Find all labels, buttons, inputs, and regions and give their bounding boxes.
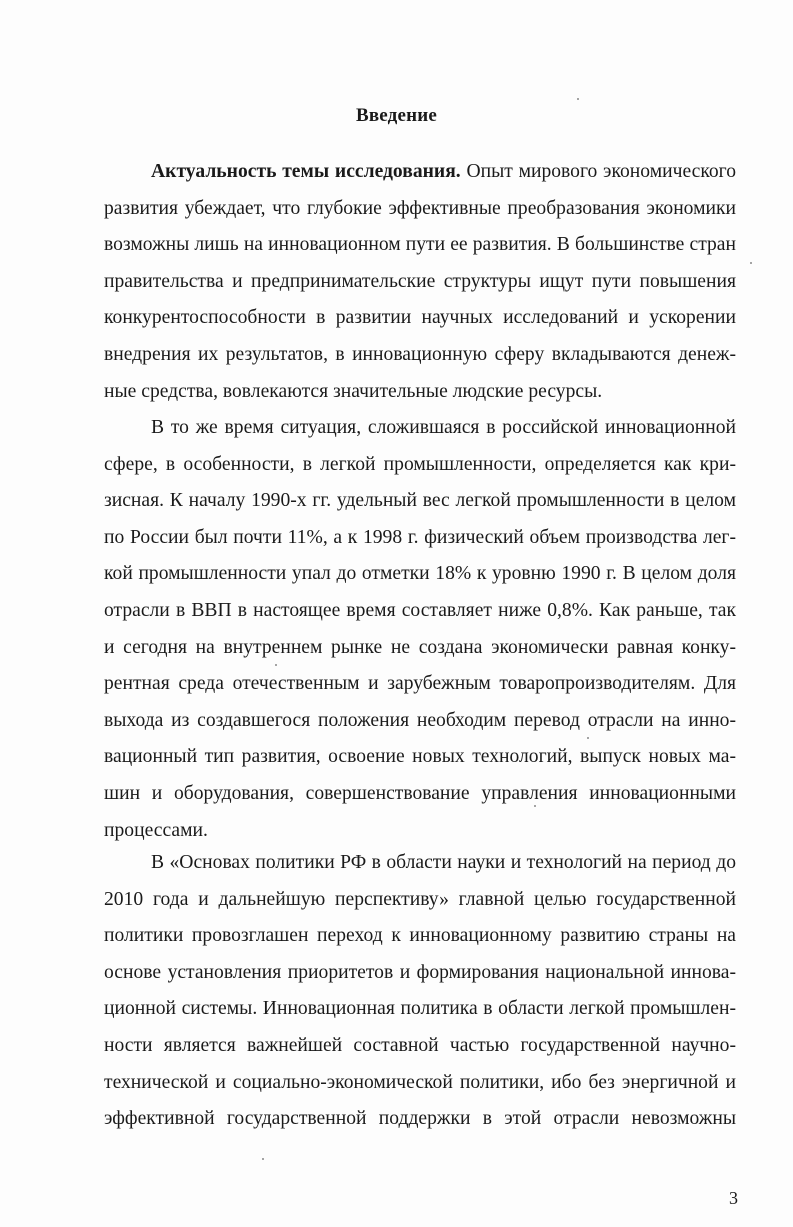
bold-lead-text: Актуальность темы исследования. xyxy=(151,161,461,182)
paragraph-line: процессами. xyxy=(104,819,208,841)
scan-speck xyxy=(587,737,589,739)
scan-speck xyxy=(534,805,536,807)
paragraph-line: сфере, в особенности, в легкой промышленности, определяется как кри- xyxy=(104,453,736,475)
scan-speck xyxy=(577,98,579,100)
paragraph-line: 2010 года и дальнейшую перспективу» главной целью государственной xyxy=(104,888,736,910)
paragraph-line: по России был почти 11%, а к 1998 г. физический объем производства лег- xyxy=(104,526,736,548)
paragraph-line: В то же время ситуация, сложившаяся в российской инновационной xyxy=(151,417,736,438)
paragraph-line: шин и оборудования, совершенствование управления инновационными xyxy=(104,782,736,804)
paragraph-line: рентная среда отечественным и зарубежным товаропроизводителям. Для xyxy=(104,673,736,695)
paragraph-line: внедрения их результатов, в инновационную сферу вкладываются денеж- xyxy=(104,343,736,365)
paragraph-line: ционной системы. Инновационная политика в области легкой промышлен- xyxy=(104,998,736,1020)
paragraph-3 xyxy=(104,845,736,1138)
paragraph-line: основе установления приоритетов и формирования национальной иннова- xyxy=(104,961,736,983)
paragraph-line: выхода из создавшегося положения необходим перевод отрасли на инно- xyxy=(104,709,736,731)
paragraph-1 xyxy=(104,154,736,410)
paragraph-line: и сегодня на внутреннем рынке не создана экономически равная конку- xyxy=(104,636,736,658)
line-text: Опыт мирового экономического xyxy=(460,161,736,182)
paragraph-line: ности является важнейшей составной частью государственной научно- xyxy=(104,1034,736,1056)
page-title: Введение xyxy=(355,105,438,126)
paragraph-line: отрасли в ВВП в настоящее время составляет ниже 0,8%. Как раньше, так xyxy=(104,599,736,621)
scan-speck xyxy=(750,262,752,264)
paragraph-2 xyxy=(104,410,736,849)
paragraph-line: эффективной государственной поддержки в этой отрасли невозможны xyxy=(104,1108,736,1130)
paragraph-line: вационный тип развития, освоение новых технологий, выпуск новых ма- xyxy=(104,746,736,768)
paragraph-line: зисная. К началу 1990-х гг. удельный вес легкой промышленности в целом xyxy=(104,490,736,512)
scan-speck xyxy=(262,1158,264,1160)
paragraph-line: развития убеждает, что глубокие эффективные преобразования экономики xyxy=(104,197,736,219)
paragraph-line: технической и социально-экономической политики, ибо без энергичной и xyxy=(104,1071,736,1093)
paragraph-line xyxy=(104,154,736,191)
paragraph-line: возможны лишь на инновационном пути ее развития. В большинстве стран xyxy=(104,234,736,256)
page-number: 3 xyxy=(729,1188,738,1208)
paragraph-line: правительства и предпринимательские структуры ищут пути повышения xyxy=(104,270,736,292)
scan-speck xyxy=(275,664,277,666)
paragraph-line: кой промышленности упал до отметки 18% к уровню 1990 г. В целом доля xyxy=(104,563,736,585)
paragraph-line: конкурентоспособности в развитии научных исследований и ускорении xyxy=(104,307,736,329)
paragraph-line: ные средства, вовлекаются значительные людские ресурсы. xyxy=(104,380,603,402)
paragraph-line: В «Основах политики РФ в области науки и технологий на период до xyxy=(151,852,736,873)
paragraph-line: политики провозглашен переход к инновационному развитию страны на xyxy=(104,925,736,947)
